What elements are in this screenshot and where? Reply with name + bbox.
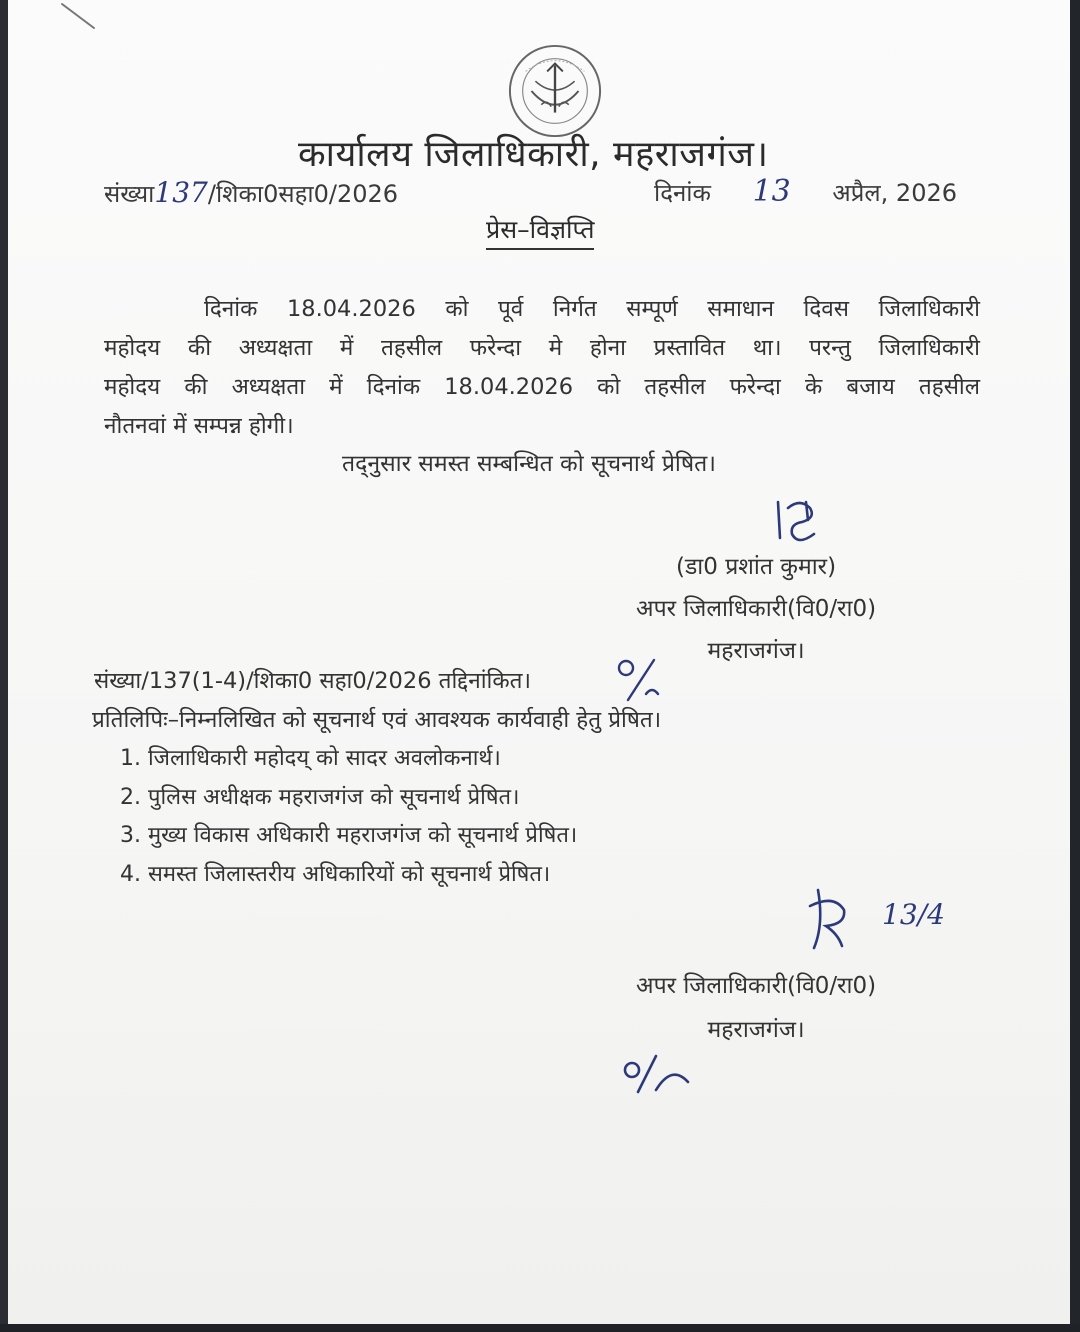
list-item: 3. मुख्य विकास अधिकारी महराजगंज को सूचनार्थ प्रेषित। bbox=[120, 823, 578, 848]
photo-edge-bottom bbox=[0, 1324, 1080, 1332]
copy-intro-line: प्रतिलिपिः–निम्नलिखित को सूचनार्थ एवं आवश्यक कार्यवाही हेतु प्रेषित। bbox=[92, 707, 662, 733]
copy-reference-line: संख्या/137(1-4)/शिका0 सहा0/2026 तद्दिनांकित। bbox=[94, 668, 531, 694]
photo-edge-right bbox=[1070, 0, 1080, 1332]
handwritten-initial-mark-bottom bbox=[616, 1050, 706, 1098]
signatory-location: महराजगंज। bbox=[707, 1017, 805, 1043]
office-title: कार्यालय जिलाधिकारी, महराजगंज। bbox=[298, 134, 769, 175]
signatory-designation: अपर जिलाधिकारी(वि0/रा0) bbox=[636, 596, 877, 622]
list-item: 4. समस्त जिलास्तरीय अधिकारियों को सूचनार्थ प्रेषित। bbox=[120, 861, 551, 887]
closing-line: तद्नुसार समस्त सम्बन्धित को सूचनार्थ प्रेषित। bbox=[342, 451, 717, 477]
reference-number-line bbox=[104, 176, 398, 210]
handwritten-signature-2 bbox=[804, 884, 894, 956]
handwritten-signature-1 bbox=[770, 494, 830, 550]
body-line-2: महोदय की अध्यक्षता में तहसील फरेन्दा मे होना प्रस्तावित था। परन्तु जिलाधिकारी bbox=[104, 335, 980, 361]
date-day-handwritten: 13 bbox=[752, 174, 791, 209]
document-page bbox=[8, 0, 1072, 1326]
date-label: दिनांक bbox=[654, 179, 711, 207]
signatory-block-1 bbox=[636, 546, 876, 672]
ref-number-handwritten: 137 bbox=[154, 176, 208, 209]
ref-suffix: /शिका0सहा0/2026 bbox=[207, 180, 399, 208]
copy-recipient-list bbox=[120, 742, 577, 896]
signatory-name: (डा0 प्रशांत कुमार) bbox=[676, 554, 837, 580]
body-line-4: नौतनवां में सम्पन्न होगी। bbox=[104, 413, 294, 439]
pencil-mark bbox=[60, 2, 100, 32]
ref-prefix: संख्या bbox=[104, 180, 155, 208]
body-paragraph bbox=[104, 290, 980, 446]
list-item: 1. जिलाधिकारी महोदय् को सादर अवलोकनार्थ। bbox=[120, 746, 501, 771]
handwritten-date-note: 13/4 bbox=[882, 898, 945, 931]
state-emblem-seal-icon bbox=[506, 42, 604, 140]
body-line-1: दिनांक 18.04.2026 को पूर्व निर्गत सम्पूर्ण समाधान दिवस जिलाधिकारी bbox=[204, 296, 980, 322]
handwritten-initial-mark bbox=[612, 654, 666, 706]
signatory-designation: अपर जिलाधिकारी(वि0/रा0) bbox=[636, 973, 877, 999]
date-line bbox=[654, 174, 957, 209]
date-month-year: अप्रैल, 2026 bbox=[832, 179, 958, 207]
body-line-3: महोदय की अध्यक्षता में दिनांक 18.04.2026 को तहसील फरेन्दा के बजाय तहसील bbox=[104, 374, 980, 400]
signatory-location: महराजगंज। bbox=[707, 638, 805, 664]
list-item: 2. पुलिस अधीक्षक महराजगंज को सूचनार्थ प्रेषित। bbox=[120, 784, 520, 810]
signatory-block-2 bbox=[636, 964, 876, 1052]
press-release-title: प्रेस–विज्ञप्ति bbox=[486, 212, 594, 250]
